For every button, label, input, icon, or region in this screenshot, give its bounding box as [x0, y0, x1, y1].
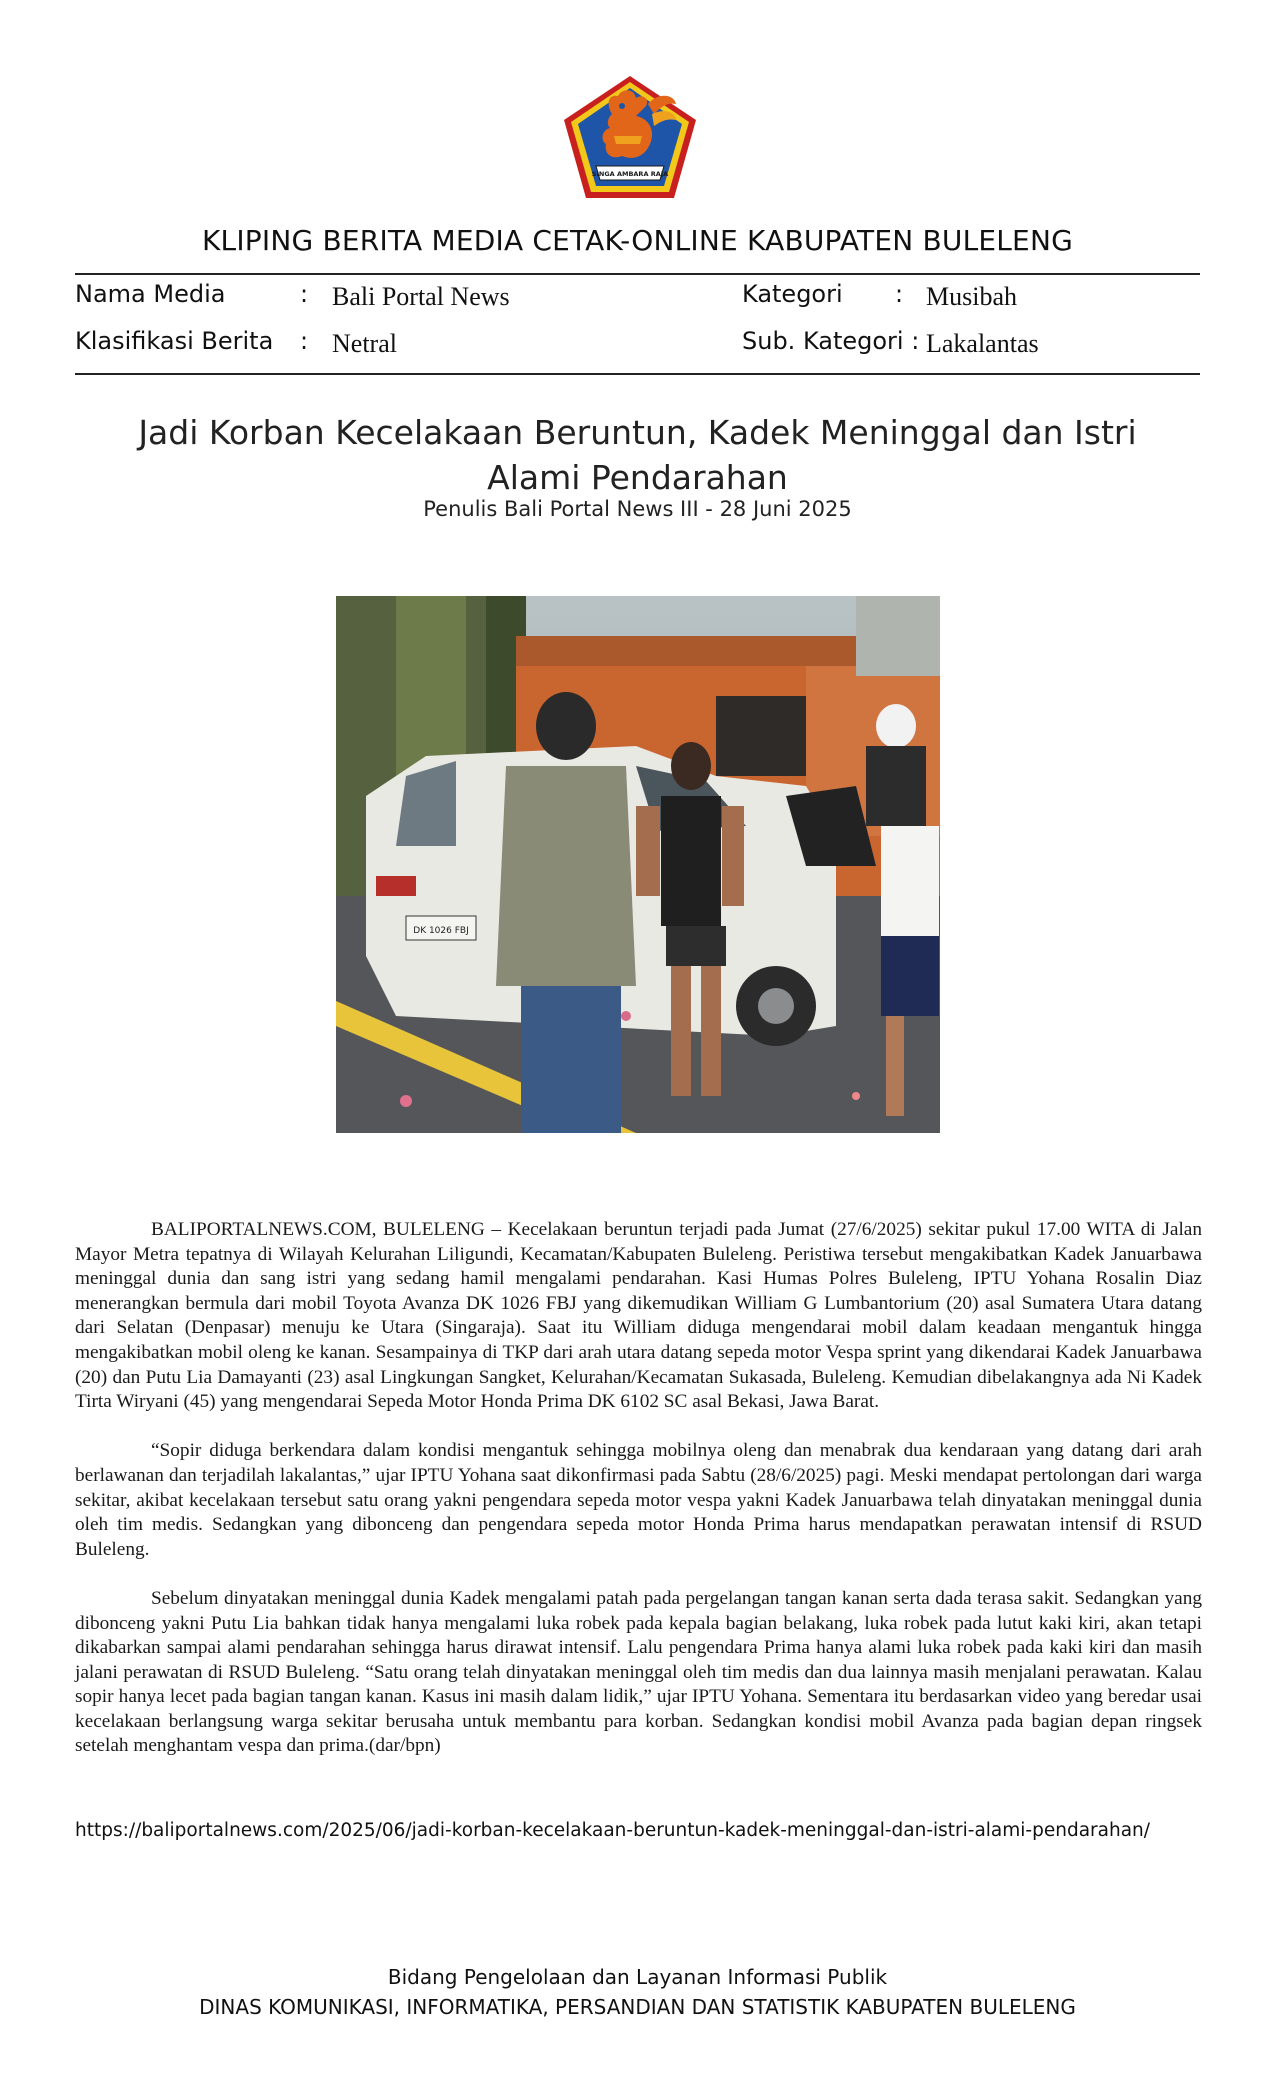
article-title: [120, 410, 1155, 500]
logo-motto: SINGA AMBARA RAJA: [591, 170, 669, 178]
news-photo: [336, 596, 940, 1133]
source-url-link[interactable]: https://baliportalnews.com/2025/06/jadi-korban-kecelakaan-beruntun-kadek-meninggal-dan-istri-alami-pendarahan/: [75, 1820, 1150, 1841]
classification-label: Klasifikasi Berita: [75, 327, 274, 355]
footer-department: Bidang Pengelolaan dan Layanan Informasi Publik: [387, 1965, 888, 1989]
header-divider-bottom: [75, 373, 1200, 375]
classification-colon: :: [300, 327, 309, 355]
classification-value: Netral: [332, 329, 397, 358]
category-colon: :: [895, 280, 904, 308]
subcategory-label: Sub. Kategori :: [742, 327, 920, 355]
category-value: Musibah: [926, 282, 1017, 311]
category-label: Kategori: [742, 280, 843, 308]
article-byline: Penulis Bali Portal News III - 28 Juni 2025: [423, 497, 852, 521]
footer-agency: DINAS KOMUNIKASI, INFORMATIKA, PERSANDIAN DAN STATISTIK KABUPATEN BULELENG: [199, 1995, 1076, 2019]
media-name-label: Nama Media: [75, 280, 226, 308]
media-name-value: Bali Portal News: [332, 282, 510, 311]
header-divider-top: [75, 273, 1200, 275]
article-title-line2: Alami Pendarahan: [487, 458, 788, 497]
article-body: [75, 1218, 1202, 1784]
article-paragraph-1: BALIPORTALNEWS.COM, BULELENG – Kecelakaan beruntun terjadi pada Jumat (27/6/2025) sekitar pukul 17.00 WITA di Jalan Mayor Metra tepatnya di Wilayah Kelurahan Liligundi, Kecamatan/Kabupaten Buleleng. Peristiwa tersebut mengakibatkan Kadek Januarbawa meninggal dunia dan sang istri yang sedang hamil mengalami pendarahan. Kasi Humas Polres Buleleng, IPTU Yohana Rosalin Diaz menerangkan bermula dari mobil Toyota Avanza DK 1026 FBJ yang dikemudikan William G Lumbantorium (20) asal Sumatera Utara datang dari Selatan (Denpasar) menuju ke Utara (Singaraja). Saat itu William diduga mengendarai mobil dalam keadaan mengantuk hingga mengakibatkan mobil oleng ke kanan. Sesampainya di TKP dari arah utara datang sepeda motor Vespa sprint yang dikendarai Kadek Januarbawa (20) dan Putu Lia Damayanti (23) asal Lingkungan Sangket, Kelurahan/Kecamatan Sukasada, Buleleng. Kemudian dibelakangnya ada Ni Kadek Tirta Wiryani (45) yang mengendarai Sepeda Motor Honda Prima DK 6102 SC asal Bekasi, Jawa Barat.: [75, 1219, 1202, 1413]
article-paragraph-3: Sebelum dinyatakan meninggal dunia Kadek mengalami patah pada pergelangan tangan kanan serta dada terasa sakit. Sedangkan yang dibonceng yakni Putu Lia bahkan tidak hanya mengalami luka robek pada kepala bagian belakang, luka robek pada lutut kaki kiri, akan tetapi dikabarkan sampai alami pendarahan sehingga harus dirawat intensif. Lalu pengendara Prima hanya alami luka robek pada kaki kiri dan masih jalani perawatan di RSUD Buleleng. “Satu orang telah dinyatakan meninggal oleh tim medis dan dua lainnya masih menjalani perawatan. Kalau sopir hanya lecet pada bagian tangan kanan. Kasus ini masih dalam lidik,” ujar IPTU Yohana. Sementara itu berdasarkan video yang beredar usai kecelakaan berlangsung warga sekitar berusaha untuk membantu para korban. Sedangkan kondisi mobil Avanza pada bagian depan ringsek setelah menghantam vespa dan prima.(dar/bpn): [75, 1587, 1202, 1757]
media-name-colon: :: [300, 280, 309, 308]
article-paragraph-2: “Sopir diduga berkendara dalam kondisi mengantuk sehingga mobilnya oleng dan menabrak dua kendaraan yang datang dari arah berlawanan dan terjadilah lakalantas,” ujar IPTU Yohana saat dikonfirmasi pada Sabtu (28/6/2025) pagi. Meski mendapat pertolongan dari warga sekitar, akibat kecelakaan tersebut satu orang yakni pengendara sepeda motor vespa yakni Kadek Januarbawa telah dinyatakan meninggal dunia oleh tim medis. Sedangkan yang dibonceng dan pengendara sepeda motor Honda Prima harus mendapatkan perawatan intensif di RSUD Buleleng.: [75, 1440, 1202, 1560]
clipping-header-title: KLIPING BERITA MEDIA CETAK-ONLINE KABUPATEN BULELENG: [201, 224, 1073, 257]
article-title-line1: Jadi Korban Kecelakaan Beruntun, Kadek Meninggal dan Istri: [138, 413, 1137, 452]
buleleng-regency-logo: [562, 74, 698, 200]
crest-icon: [562, 74, 698, 200]
accident-scene-illustration: [336, 596, 940, 1133]
car-license-plate: DK 1026 FBJ: [413, 926, 469, 936]
subcategory-value: Lakalantas: [926, 329, 1039, 358]
